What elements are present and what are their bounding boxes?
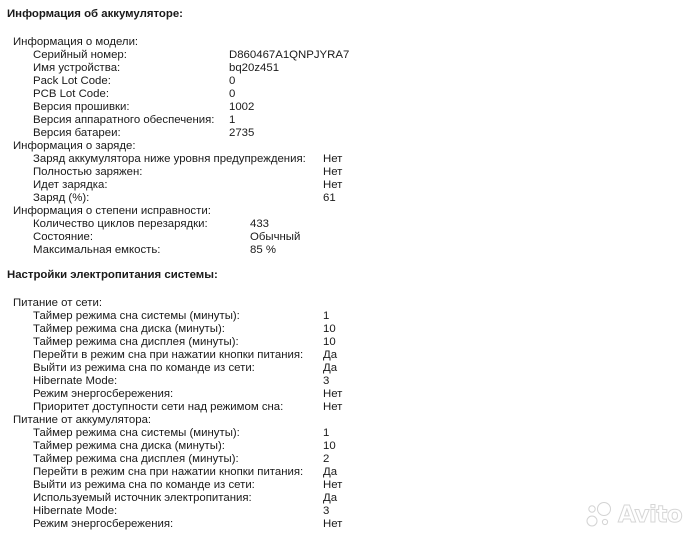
battery-setting-value: 1 <box>323 427 330 439</box>
ac-setting-label: Перейти в режим сна при нажатии кнопки питания: <box>33 349 304 361</box>
ac-setting-label: Режим энергосбережения: <box>33 388 174 400</box>
model-label: PCB Lot Code: <box>33 88 109 100</box>
battery-setting-value: Нет <box>323 518 343 530</box>
charge-label: Заряд (%): <box>33 192 90 204</box>
charge-info-group: Информация о заряде: <box>13 140 136 152</box>
ac-setting-value: 10 <box>323 323 336 335</box>
ac-setting-value: Да <box>323 349 338 361</box>
health-value: 85 % <box>250 244 276 256</box>
battery-setting-value: 3 <box>323 505 330 517</box>
ac-setting-value: Нет <box>323 388 343 400</box>
ac-setting-label: Таймер режима сна диска (минуты): <box>33 323 225 335</box>
model-label: Имя устройства: <box>33 62 121 74</box>
ac-power-group: Питание от сети: <box>13 297 102 309</box>
ac-setting-value: 1 <box>323 310 330 322</box>
charge-label: Заряд аккумулятора ниже уровня предупреждения: <box>33 153 306 165</box>
model-value: 2735 <box>229 127 255 139</box>
ac-setting-value: 10 <box>323 336 336 348</box>
health-label: Количество циклов перезарядки: <box>33 218 208 230</box>
model-value: 0 <box>229 88 236 100</box>
model-value: 0 <box>229 75 236 87</box>
battery-setting-value: Да <box>323 466 338 478</box>
battery-setting-value: Нет <box>323 479 343 491</box>
battery-setting-label: Режим энергосбережения: <box>33 518 174 530</box>
ac-setting-value: 3 <box>323 375 330 387</box>
charge-value: Нет <box>323 179 343 191</box>
ac-setting-value: Да <box>323 362 338 374</box>
model-label: Серийный номер: <box>33 49 127 61</box>
health-value: Обычный <box>250 231 301 243</box>
battery-setting-label: Перейти в режим сна при нажатии кнопки питания: <box>33 466 304 478</box>
ac-setting-label: Hibernate Mode: <box>33 375 118 387</box>
model-value: 1002 <box>229 101 255 113</box>
charge-label: Полностью заряжен: <box>33 166 143 178</box>
battery-setting-label: Hibernate Mode: <box>33 505 118 517</box>
ac-setting-label: Приоритет доступности сети над режимом сна: <box>33 401 284 413</box>
battery-info-heading: Информация об аккумуляторе: <box>7 8 183 20</box>
health-label: Максимальная емкость: <box>33 244 161 256</box>
battery-setting-label: Выйти из режима сна по команде из сети: <box>33 479 255 491</box>
avito-logo-icon <box>583 500 613 530</box>
battery-power-group: Питание от аккумулятора: <box>13 414 152 426</box>
battery-setting-label: Используемый источник электропитания: <box>33 492 252 504</box>
ac-setting-value: Нет <box>323 401 343 413</box>
ac-setting-label: Таймер режима сна дисплея (минуты): <box>33 336 239 348</box>
model-label: Версия батареи: <box>33 127 121 139</box>
health-value: 433 <box>250 218 270 230</box>
charge-value: Нет <box>323 166 343 178</box>
power-settings-heading: Настройки электропитания системы: <box>7 269 218 281</box>
charge-value: Нет <box>323 153 343 165</box>
battery-setting-value: 2 <box>323 453 330 465</box>
battery-setting-label: Таймер режима сна системы (минуты): <box>33 427 240 439</box>
battery-setting-value: Да <box>323 492 338 504</box>
model-info-group: Информация о модели: <box>13 36 139 48</box>
avito-watermark <box>583 500 682 530</box>
model-value: 1 <box>229 114 236 126</box>
battery-setting-label: Таймер режима сна дисплея (минуты): <box>33 453 239 465</box>
model-value: D860467A1QNPJYRA7 <box>229 49 350 61</box>
avito-watermark-text: Avito <box>618 502 683 528</box>
model-label: Pack Lot Code: <box>33 75 111 87</box>
ac-setting-label: Выйти из режима сна по команде из сети: <box>33 362 255 374</box>
model-label: Версия аппаратного обеспечения: <box>33 114 215 126</box>
charge-value: 61 <box>323 192 336 204</box>
ac-setting-label: Таймер режима сна системы (минуты): <box>33 310 240 322</box>
charge-label: Идет зарядка: <box>33 179 108 191</box>
battery-setting-label: Таймер режима сна диска (минуты): <box>33 440 225 452</box>
model-label: Версия прошивки: <box>33 101 130 113</box>
battery-setting-value: 10 <box>323 440 336 452</box>
model-value: bq20z451 <box>229 62 280 74</box>
health-info-group: Информация о степени исправности: <box>13 205 211 217</box>
health-label: Состояние: <box>33 231 94 243</box>
